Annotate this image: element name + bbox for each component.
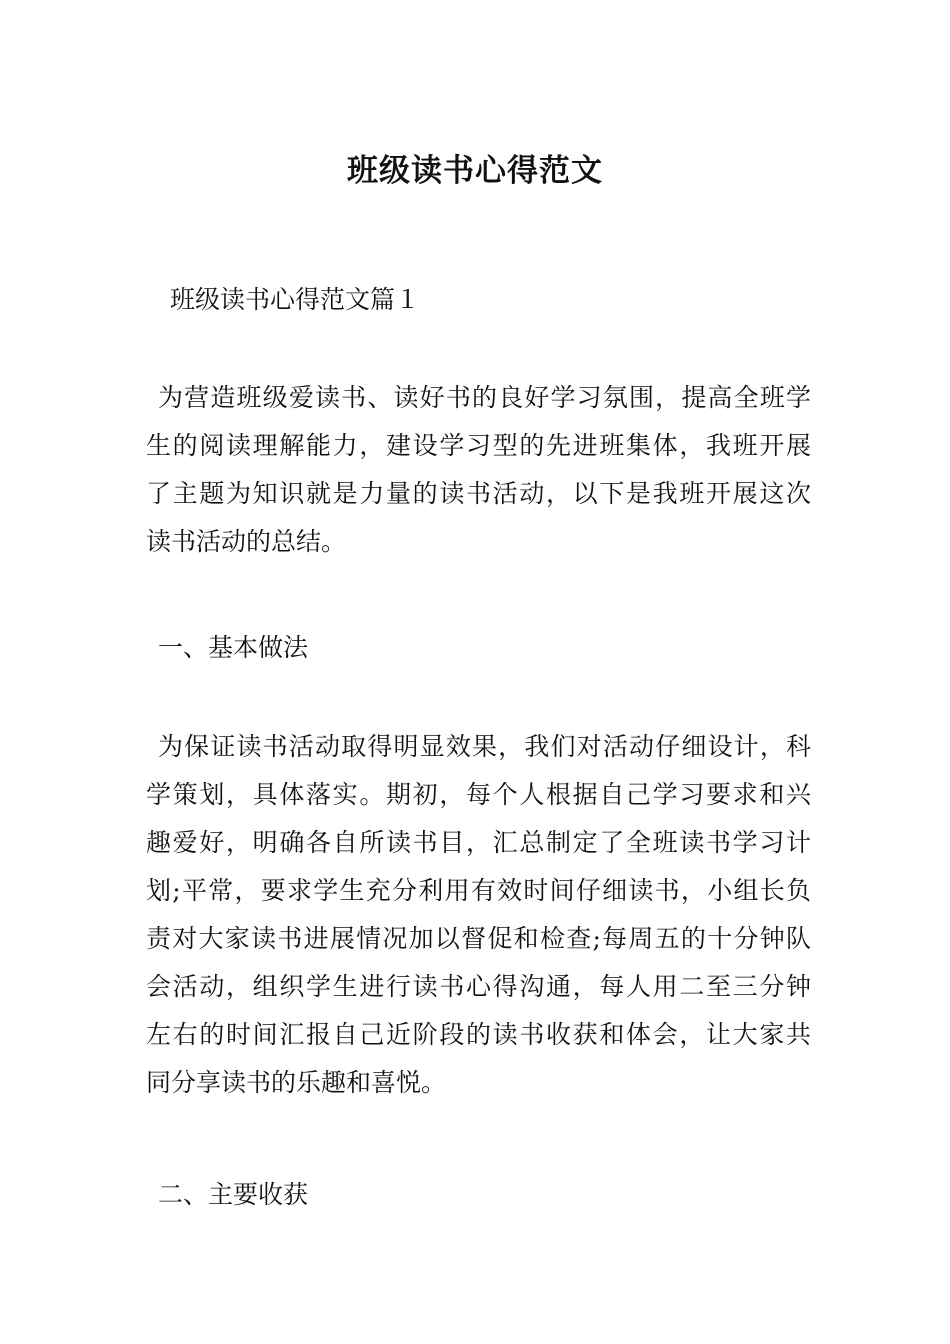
paragraph-line: 趣爱好，明确各自所读书目，汇总制定了全班读书学习计: [146, 828, 811, 857]
paragraph-line: 划;平常，要求学生充分利用有效时间仔细读书，小组长负: [146, 876, 811, 905]
paragraph-line: 责对大家读书进展情况加以督促和检查;每周五的十分钟队: [146, 924, 811, 953]
paragraph-line: 为保证读书活动取得明显效果，我们对活动仔细设计，科: [158, 732, 811, 761]
paragraph-line: 同分享读书的乐趣和喜悦。: [146, 1068, 447, 1097]
paragraph-methods: [146, 723, 811, 1107]
paragraph-line: 读书活动的总结。: [146, 527, 347, 556]
paragraph-line: 学策划，具体落实。期初，每个人根据自己学习要求和兴: [146, 780, 811, 809]
section-heading-main-gains: 二、主要收获: [158, 1180, 309, 1209]
paragraph-line: 为营造班级爱读书、读好书的良好学习氛围，提高全班学: [158, 383, 811, 412]
paragraph-line: 生的阅读理解能力，建设学习型的先进班集体，我班开展: [146, 431, 811, 460]
paragraph-line: 左右的时间汇报自己近阶段的读书收获和体会，让大家共: [146, 1020, 811, 1049]
paragraph-line: 了主题为知识就是力量的读书活动，以下是我班开展这次: [146, 479, 811, 508]
article-subtitle: 班级读书心得范文篇１: [170, 285, 421, 314]
paragraph-intro: [146, 374, 811, 566]
document-title: 班级读书心得范文: [347, 152, 603, 189]
section-heading-basic-methods: 一、基本做法: [158, 633, 309, 662]
paragraph-line: 会活动，组织学生进行读书心得沟通，每人用二至三分钟: [146, 972, 811, 1001]
